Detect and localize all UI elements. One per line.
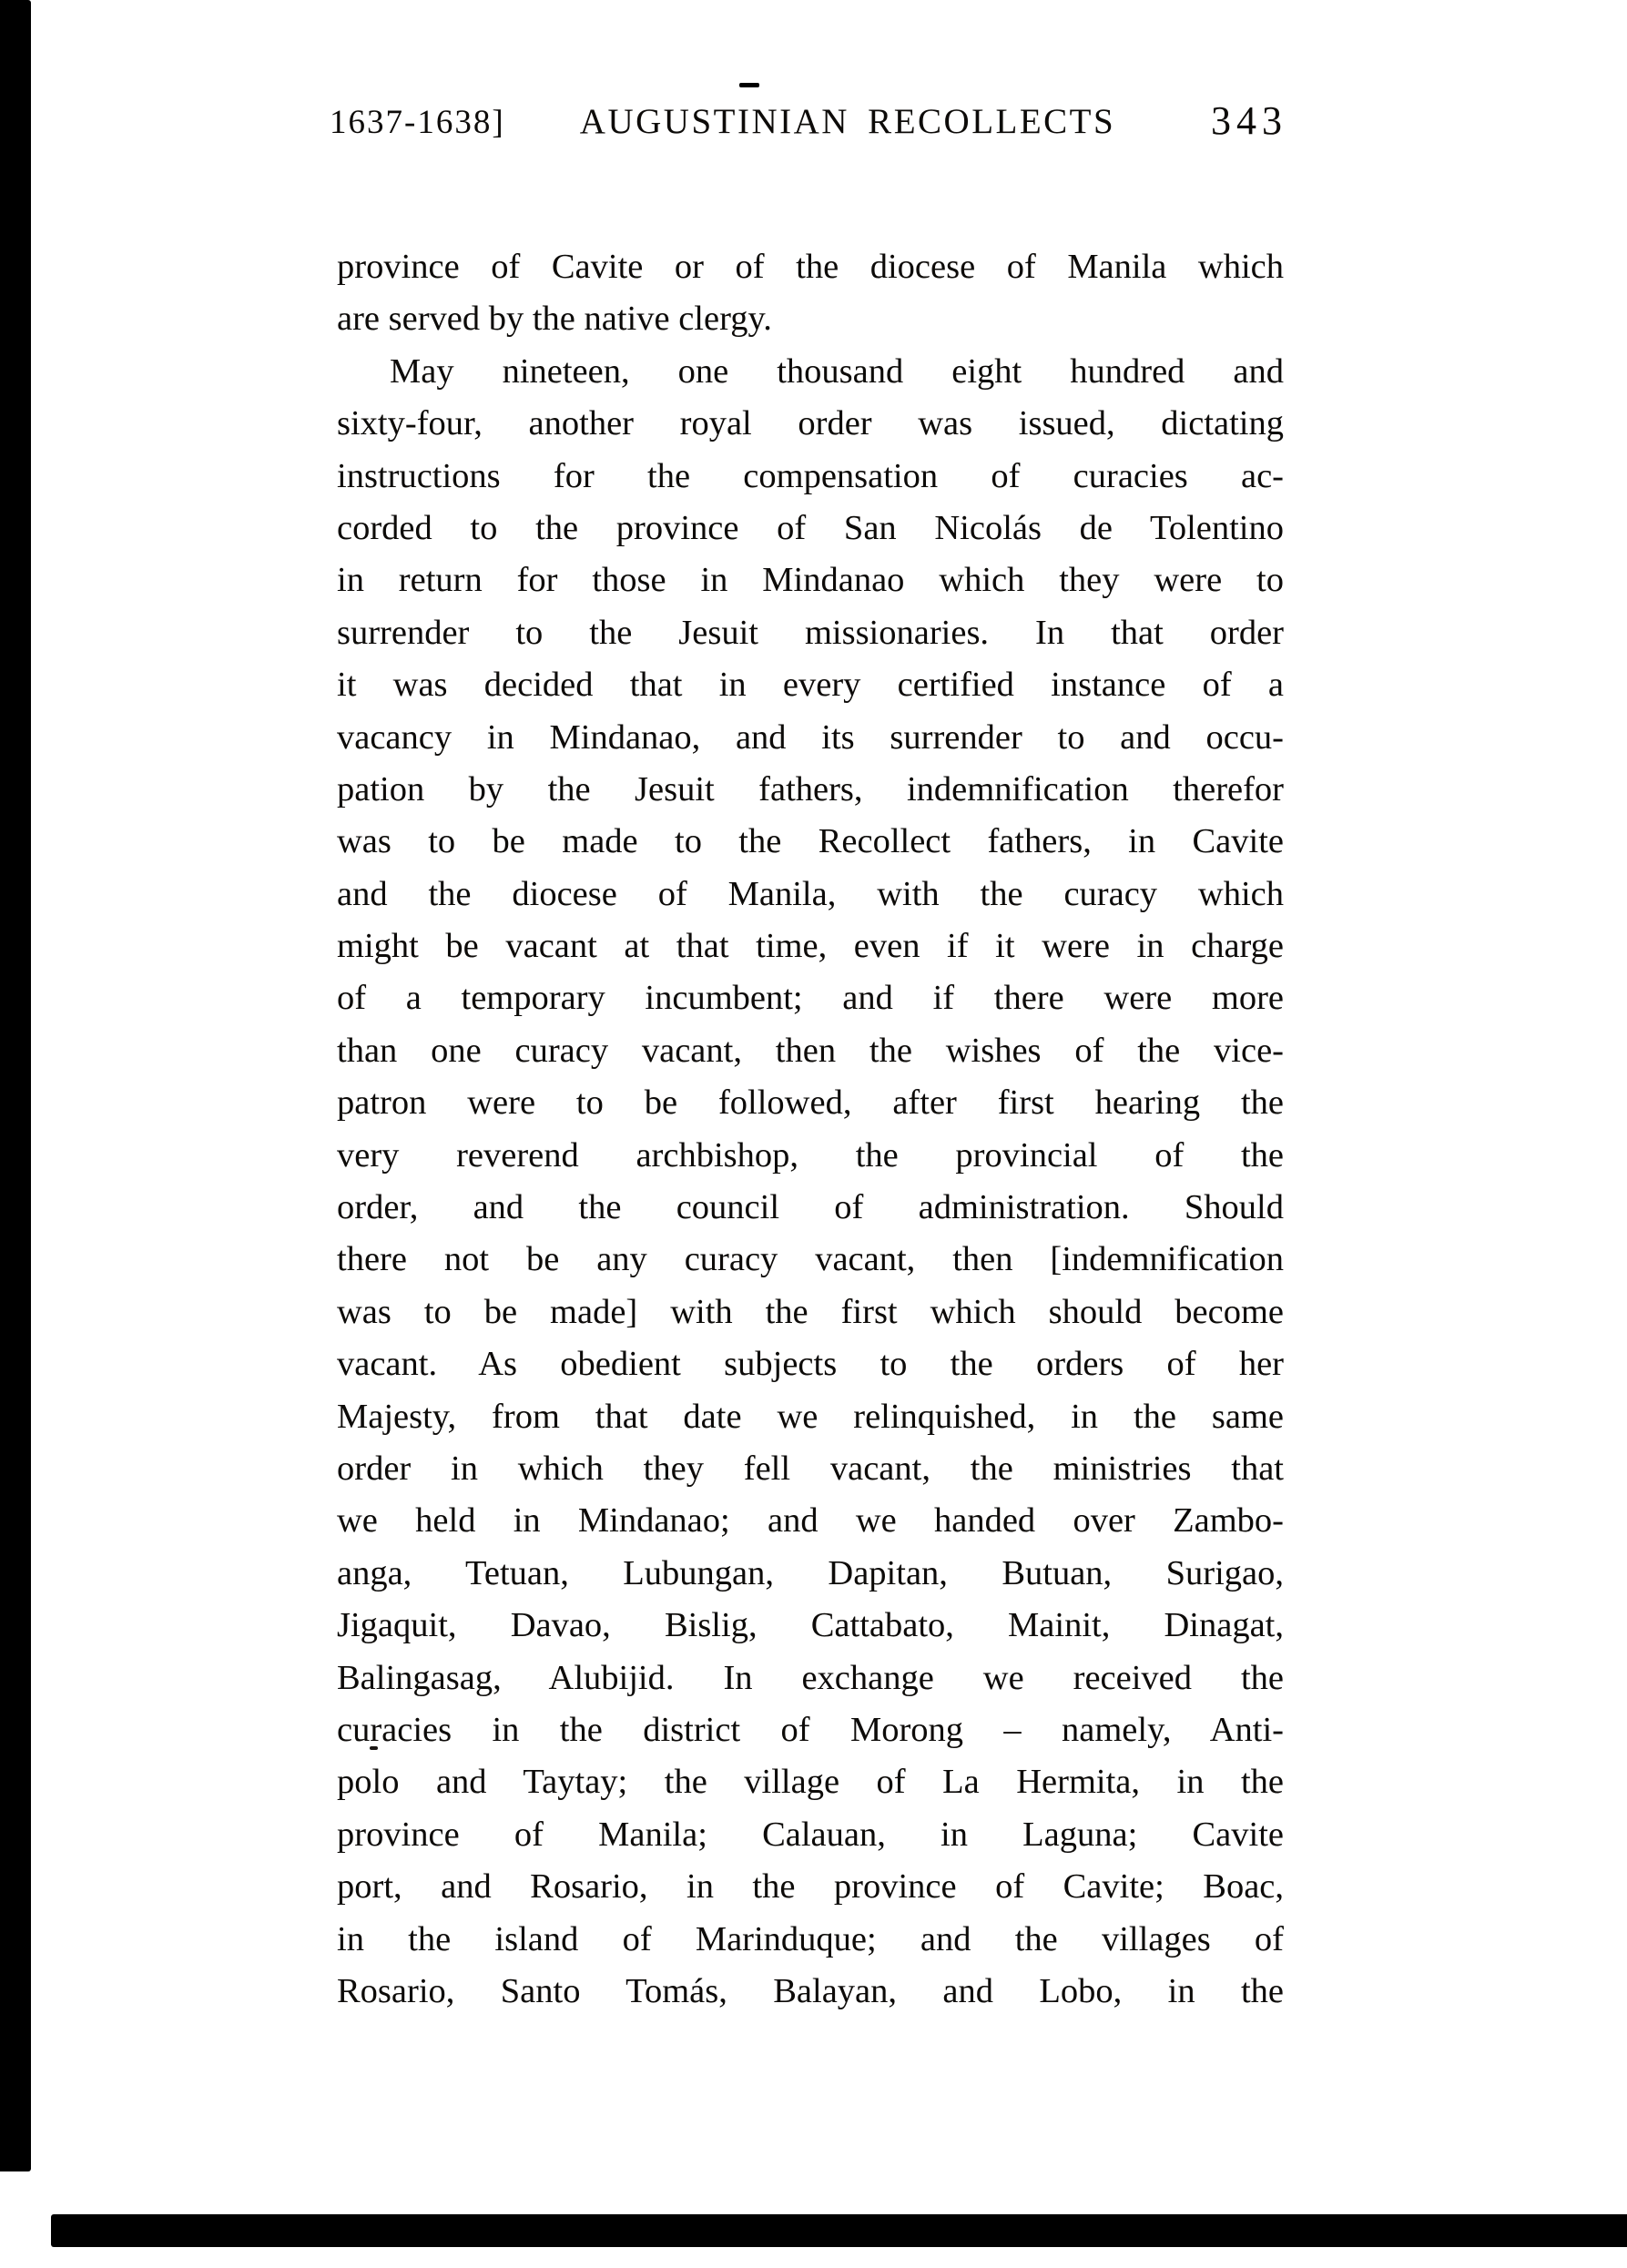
text-line: instructions for the compensation of curacies ac-: [337, 456, 1284, 495]
running-title: AUGUSTINIAN RECOLLECTS: [579, 102, 1116, 141]
text-line: in the island of Marinduque; and the villages of: [337, 1919, 1284, 1958]
text-line: pation by the Jesuit fathers, indemnification therefor: [337, 769, 1284, 809]
text-line: are served by the native clergy.: [337, 300, 772, 339]
text-line: patron were to be followed, after first hearing the: [337, 1083, 1284, 1123]
text-line: vacancy in Mindanao, and its surrender to and occu-: [337, 717, 1284, 757]
text-line: of a temporary incumbent; and if there were more: [337, 979, 1284, 1018]
text-line: Rosario, Santo Tomás, Balayan, and Lobo, in the: [337, 1971, 1284, 2010]
text-line: port, and Rosario, in the province of Cavite; Boac,: [337, 1867, 1284, 1907]
page-number: 343: [1211, 98, 1287, 143]
text-line: we held in Mindanao; and we handed over Zambo-: [337, 1501, 1284, 1541]
text-line: order in which they fell vacant, the ministries that: [337, 1449, 1284, 1488]
text-line: order, and the council of administration. Should: [337, 1188, 1284, 1227]
text-line: curacies in the district of Morong – namely, Anti-: [337, 1710, 1284, 1749]
text-line: there not be any curacy vacant, then [indemnification: [337, 1240, 1284, 1279]
text-line: province of Cavite or of the diocese of Manila which: [337, 248, 1284, 286]
text-line: Balingasag, Alubijid. In exchange we received the: [337, 1658, 1284, 1697]
text-line: polo and Taytay; the village of La Hermita, in the: [337, 1763, 1284, 1802]
text-line: Jigaquit, Davao, Bislig, Cattabato, Mainit, Dinagat,: [337, 1606, 1284, 1645]
text-line: and the diocese of Manila, with the curacy which: [337, 874, 1284, 913]
page-header: [330, 94, 1287, 150]
text-line: very reverend archbishop, the provincial of the: [337, 1135, 1284, 1175]
scan-artifact-dash: [739, 83, 759, 87]
text-line: province of Manila; Calauan, in Laguna; Cavite: [337, 1815, 1284, 1854]
text-line: than one curacy vacant, then the wishes of the vice-: [337, 1031, 1284, 1070]
text-line: was to be made to the Recollect fathers, in Cavite: [337, 822, 1284, 861]
text-line: was to be made] with the first which should become: [337, 1292, 1284, 1331]
text-line: anga, Tetuan, Lubungan, Dapitan, Butuan, Surigao,: [337, 1553, 1284, 1592]
text-line: sixty-four, another royal order was issued, dictating: [337, 404, 1284, 443]
scan-artifact-bottom-bar: [51, 2214, 1627, 2247]
text-line: vacant. As obedient subjects to the orders of her: [337, 1345, 1284, 1384]
text-line: surrender to the Jesuit missionaries. In that order: [337, 613, 1284, 652]
text-line: might be vacant at that time, even if it were in charge: [337, 927, 1284, 966]
text-line: Majesty, from that date we relinquished, in the same: [337, 1397, 1284, 1436]
scan-artifact-left-bar: [0, 0, 31, 2171]
text-line: in return for those in Mindanao which they were to: [337, 561, 1284, 600]
header-date-range: 1637-1638]: [330, 104, 505, 141]
text-line: May nineteen, one thousand eight hundred and: [390, 351, 1284, 391]
text-line: it was decided that in every certified instance of a: [337, 666, 1284, 705]
text-line: corded to the province of San Nicolás de Tolentino: [337, 508, 1284, 547]
body-text: [337, 241, 1284, 2018]
